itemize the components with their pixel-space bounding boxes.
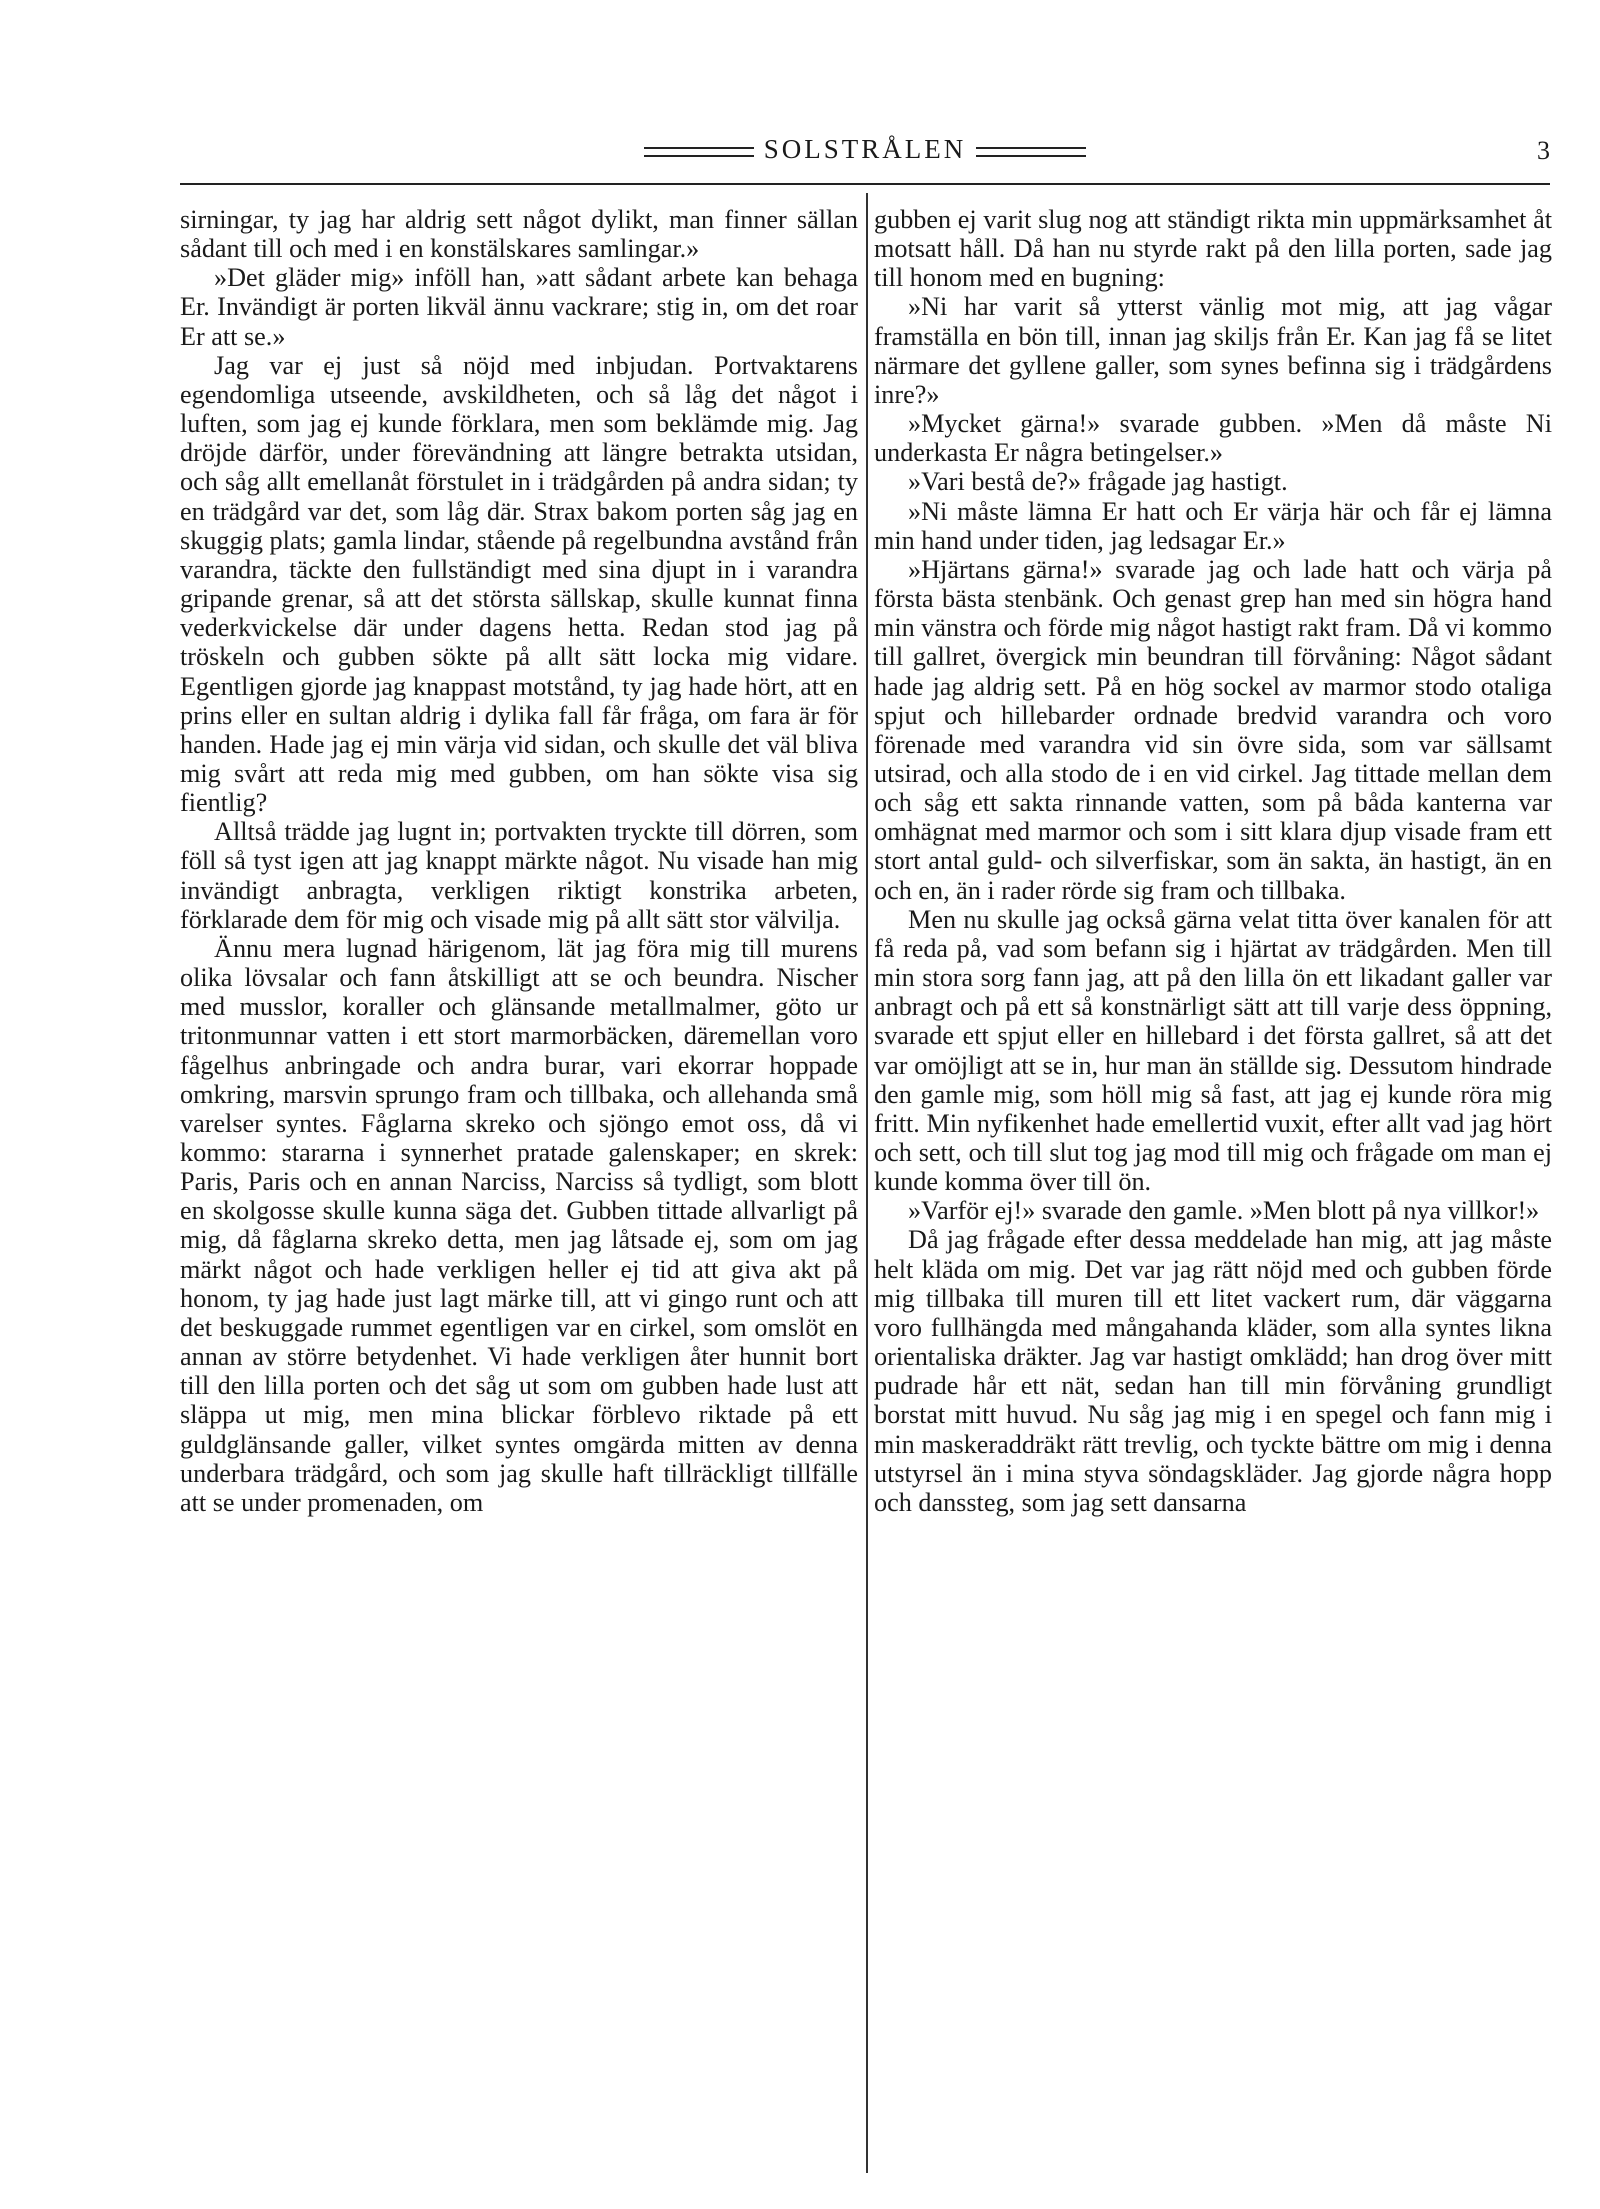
title-rule-left [644, 147, 754, 157]
publication-title: SOLSTRÅLEN [763, 134, 967, 164]
paragraph: gubben ej varit slug nog att ständigt rikta min uppmärksamhet åt motsatt håll. Då han nu styrde rakt på den lilla porten, sade jag till honom med en bugning: [874, 205, 1552, 293]
page-number: 3 [1537, 136, 1550, 165]
paragraph: sirningar, ty jag har aldrig sett något dylikt, man finner sällan sådant till och med i en konstälskares samlingar.» [180, 205, 858, 264]
header-rule [180, 183, 1550, 185]
left-column [180, 205, 858, 1517]
paragraph: Ännu mera lugnad härigenom, lät jag föra mig till murens olika lövsalar och fann åtskilligt att se och beundra. Nischer med musslor, koraller och glänsande metallmalmer, göto ur tritonmunnar vatten i ett stort marmorbäcken, däremellan voro fågelhus anbringade och andra burar, vari ekorrar hoppade omkring, marsvin sprungo fram och tillbaka, och allehanda små varelser syntes. Fåglarna skreko och sjöngo emot oss, då vi kommo: stararna i synnerhet pratade galenskaper; en skrek: Paris, Paris och en annan Narciss, Narciss så tydligt, som blott en skolgosse skulle kunna säga det. Gubben tittade allvarligt på mig, då fåglarna skreko detta, men jag låtsade ej, som om jag märkt något och hade verkligen heller ej tid att giva akt på honom, ty jag hade just lagt märke till, att vi gingo runt och att det beskuggade rummet egentligen var en cirkel, som omslöt en annan av större betydenhet. Vi hade verkligen åter hunnit bort till den lilla porten och det såg ut som om gubben hade lust att släppa ut mig, men mina blickar förblevo riktade på ett guldglänsande galler, vilket syntes omgärda mitten av denna underbara trädgård, och som jag skulle haft tillräckligt tillfälle att se under promenaden, om [180, 933, 858, 1517]
page-header [180, 120, 1550, 180]
paragraph: Alltså trädde jag lugnt in; portvakten tryckte till dörren, som föll så tyst igen att jag knappt märkte något. Nu visade han mig invändigt anbragta, verkligen riktigt konstrika arbeten, förklarade dem för mig och visade mig på allt sätt stor välvilja. [180, 817, 858, 934]
paragraph: »Varför ej!» svarade den gamle. »Men blott på nya villkor!» [908, 1196, 1540, 1226]
title-rule-right [976, 147, 1086, 157]
column-divider [866, 193, 868, 2173]
paragraph: Jag var ej just så nöjd med inbjudan. Portvaktarens egendomliga utseende, avskildheten, och så låg det något i luften, som jag ej kunde förklara, men som beklämde mig. Jag dröjde därför, under förevändning att längre betrakta utsidan, och såg allt emellanåt förstulet in i trädgården på andra sidan; ty en trädgård var det, som låg där. Strax bakom porten såg jag en skuggig plats; gamla lindar, stående på regelbundna avstånd från varandra, täckte den fullständigt med sina djupt in i varandra gripande grenar, så att det största sällskap, skulle kunnat finna vederkvickelse där under dagens hetta. Redan stod jag på tröskeln och gubben sökte på allt sätt locka mig vidare. Egentligen gjorde jag knappast motstånd, ty jag hade hört, att en prins eller en sultan aldrig i dylika fall får fråga, om fara är för handen. Hade jag ej min värja vid sidan, och skulle det väl bliva mig svårt att reda mig med gubben, om han sökte visa sig fientlig? [180, 350, 858, 818]
paragraph: »Det gläder mig» inföll han, »att sådant arbete kan behaga Er. Invändigt är porten likväl ännu vackrare; stig in, om det roar Er att se.» [180, 263, 858, 351]
paragraph: »Vari bestå de?» frågade jag hastigt. [908, 467, 1288, 497]
paragraph: Men nu skulle jag också gärna velat titta över kanalen för att få reda på, vad som befann sig i hjärtat av trädgården. Men till min stora sorg fann jag, att på den lilla ön ett likadant galler var anbragt och på ett så konstnärligt sätt att till varje dess öppning, svarade ett spjut eller en hillebard i det första gallret, så att det var omöjligt att se in, hur man än ställde sig. Dessutom hindrade den gamle mig, som höll mig så fast, att jag ej kunde röra mig fritt. Min nyfikenhet hade emellertid vuxit, efter allt vad jag hört och sett, och till slut tog jag mod till mig och frågade om man ej kunde komma över till ön. [874, 904, 1552, 1197]
paragraph: Då jag frågade efter dessa meddelade han mig, att jag måste helt kläda om mig. Det var jag rätt nöjd med och gubben förde mig tillbaka till muren till ett litet vackert rum, där väggarna voro fullhängda med mångahanda kläder, som alla syntes likna orientaliska dräkter. Jag var hastigt omklädd; han drog över mitt pudrade hår ett nät, sedan han till min förvåning grundligt borstat mitt huvud. Nu såg jag mig i en spegel och fann mig i min maskeraddräkt rätt trevlig, och tyckte bättre om mig i denna utstyrsel än i mina styva söndagskläder. Jag gjorde några hopp och danssteg, som jag sett dansarna [874, 1225, 1552, 1517]
right-column [874, 205, 1552, 1517]
paragraph: »Ni har varit så ytterst vänlig mot mig, att jag vågar framställa en bön till, innan jag skiljs från Er. Kan jag få se litet närmare det gyllene galler, som synes befinna sig i trädgårdens inre?» [874, 292, 1552, 409]
paragraph: »Mycket gärna!» svarade gubben. »Men då måste Ni underkasta Er några betingelser.» [874, 409, 1552, 468]
paragraph: »Ni måste lämna Er hatt och Er värja här och får ej lämna min hand under tiden, jag ledsagar Er.» [874, 496, 1552, 555]
paragraph: »Hjärtans gärna!» svarade jag och lade hatt och värja på första bästa stenbänk. Och genast grep han med sin högra hand min vänstra och förde mig något hastigt rakt fram. Då vi kommo till gallret, övergick min beundran till förvåning: Något sådant hade jag aldrig sett. På en hög sockel av marmor stodo otaliga spjut och hillebarder ordnade bredvid varandra och voro förenade med varandra vid sin övre sida, som var sällsamt utsirad, och alla stodo de i en vid cirkel. Jag tittade mellan dem och såg ett sakta rinnande vatten, som på båda kanterna var omhägnat med marmor och som i sitt klara djup visade fram ett stort antal guld- och silverfiskar, som än sakta, än hastigt, än en och en, än i rader rörde sig fram och tillbaka. [874, 554, 1552, 905]
running-title [180, 134, 1550, 165]
